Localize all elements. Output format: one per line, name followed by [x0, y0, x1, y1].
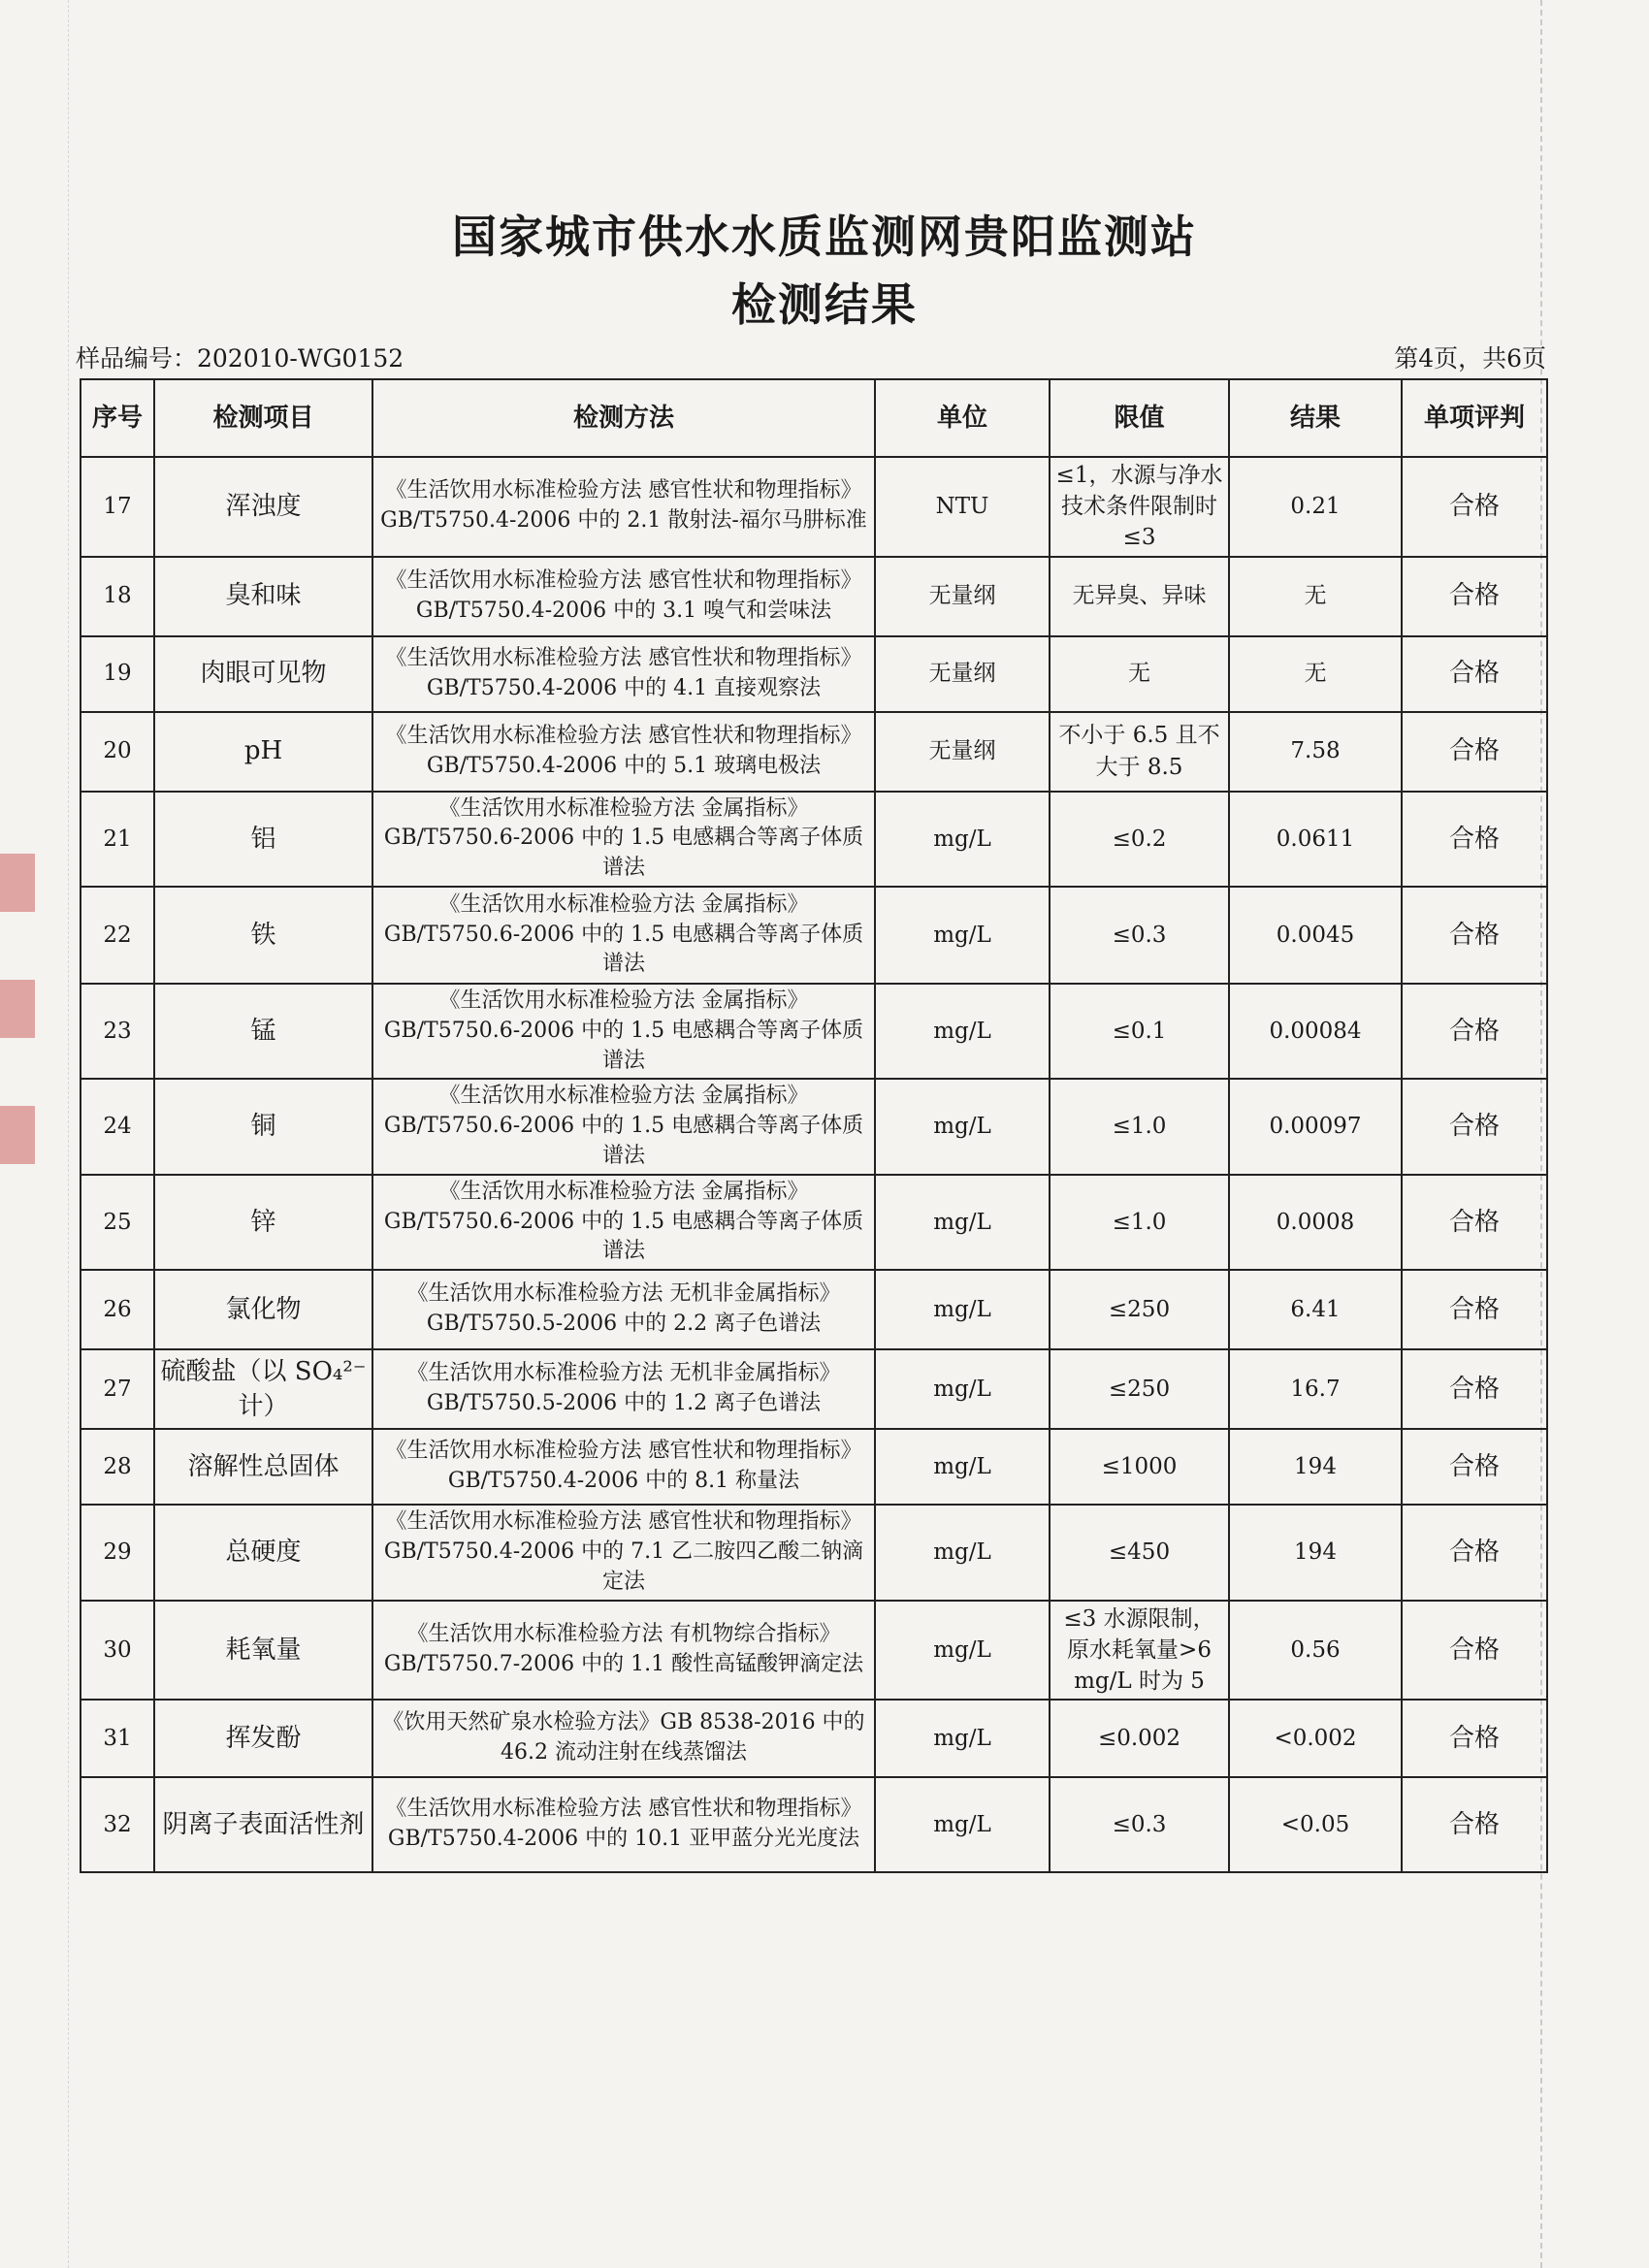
limit-cell: ≤0.3 — [1050, 887, 1229, 984]
test-item-cell: 硫酸盐（以 SO₄²⁻计） — [154, 1349, 372, 1429]
test-method-cell: 《生活饮用水标准检验方法 有机物综合指标》GB/T5750.7-2006 中的 1.1 酸性高锰酸钾滴定法 — [372, 1601, 875, 1701]
evaluation-cell: 合格 — [1402, 792, 1547, 887]
header-cell: 检测方法 — [372, 379, 875, 457]
test-item-cell: 总硬度 — [154, 1505, 372, 1600]
test-item-cell: 臭和味 — [154, 557, 372, 636]
table-row — [81, 1079, 1547, 1174]
limit-cell: 无 — [1050, 636, 1229, 712]
header-cell: 单项评判 — [1402, 379, 1547, 457]
table-header-row — [81, 379, 1547, 457]
page-edge-left — [68, 0, 69, 2268]
result-cell: 6.41 — [1229, 1270, 1402, 1349]
result-cell: 16.7 — [1229, 1349, 1402, 1429]
unit-cell: 无量纲 — [875, 557, 1050, 636]
header-cell: 限值 — [1050, 379, 1229, 457]
test-item-cell: 挥发酚 — [154, 1700, 372, 1777]
test-item-cell: pH — [154, 712, 372, 792]
row-number-cell: 21 — [81, 792, 154, 887]
unit-cell: mg/L — [875, 984, 1050, 1079]
evaluation-cell: 合格 — [1402, 887, 1547, 984]
evaluation-cell: 合格 — [1402, 984, 1547, 1079]
evaluation-cell: 合格 — [1402, 557, 1547, 636]
result-cell: 0.0611 — [1229, 792, 1402, 887]
row-number-cell: 26 — [81, 1270, 154, 1349]
unit-cell: mg/L — [875, 1270, 1050, 1349]
limit-cell: ≤0.3 — [1050, 1777, 1229, 1872]
test-item-cell: 锰 — [154, 984, 372, 1079]
evaluation-cell: 合格 — [1402, 1270, 1547, 1349]
result-cell: 194 — [1229, 1505, 1402, 1600]
test-method-cell: 《生活饮用水标准检验方法 感官性状和物理指标》 GB/T5750.4-2006 中的 7.1 乙二胺四乙酸二钠滴定法 — [372, 1505, 875, 1600]
test-method-cell: 《生活饮用水标准检验方法 感官性状和物理指标》GB/T5750.4-2006 中的 3.1 嗅气和尝味法 — [372, 557, 875, 636]
limit-cell: ≤0.002 — [1050, 1700, 1229, 1777]
limit-cell: ≤250 — [1050, 1270, 1229, 1349]
table-row — [81, 1429, 1547, 1505]
unit-cell: 无量纲 — [875, 636, 1050, 712]
table-body — [81, 457, 1547, 1872]
table-row — [81, 557, 1547, 636]
result-cell: 0.00097 — [1229, 1079, 1402, 1174]
test-method-cell: 《生活饮用水标准检验方法 无机非金属指标》GB/T5750.5-2006 中的 2.2 离子色谱法 — [372, 1270, 875, 1349]
table-row — [81, 1601, 1547, 1701]
test-item-cell: 阴离子表面活性剂 — [154, 1777, 372, 1872]
limit-cell: ≤450 — [1050, 1505, 1229, 1600]
evaluation-cell: 合格 — [1402, 457, 1547, 557]
report-title: 国家城市供水水质监测网贵阳监测站 — [452, 211, 1197, 263]
result-cell: 7.58 — [1229, 712, 1402, 792]
row-number-cell: 30 — [81, 1601, 154, 1701]
evaluation-cell: 合格 — [1402, 636, 1547, 712]
row-number-cell: 32 — [81, 1777, 154, 1872]
header-cell: 序号 — [81, 379, 154, 457]
table-row — [81, 1349, 1547, 1429]
evaluation-cell: 合格 — [1402, 1777, 1547, 1872]
limit-cell: ≤250 — [1050, 1349, 1229, 1429]
row-number-cell: 31 — [81, 1700, 154, 1777]
evaluation-cell: 合格 — [1402, 1700, 1547, 1777]
report-meta — [76, 340, 1546, 378]
result-cell: 无 — [1229, 636, 1402, 712]
test-method-cell: 《生活饮用水标准检验方法 无机非金属指标》GB/T5750.5-2006 中的 1.2 离子色谱法 — [372, 1349, 875, 1429]
table-row — [81, 984, 1547, 1079]
test-method-cell: 《生活饮用水标准检验方法 感官性状和物理指标》GB/T5750.4-2006 中的 10.1 亚甲蓝分光光度法 — [372, 1777, 875, 1872]
test-method-cell: 《生活饮用水标准检验方法 金属指标》GB/T5750.6-2006 中的 1.5 电感耦合等离子体质谱法 — [372, 792, 875, 887]
test-method-cell: 《生活饮用水标准检验方法 金属指标》GB/T5750.6-2006 中的 1.5 电感耦合等离子体质谱法 — [372, 887, 875, 984]
unit-cell: mg/L — [875, 1601, 1050, 1701]
evaluation-cell: 合格 — [1402, 1349, 1547, 1429]
limit-cell: ≤0.2 — [1050, 792, 1229, 887]
row-number-cell: 25 — [81, 1175, 154, 1270]
sample-number: 样品编号：202010-WG0152 — [76, 344, 404, 373]
row-number-cell: 20 — [81, 712, 154, 792]
test-item-cell: 肉眼可见物 — [154, 636, 372, 712]
test-item-cell: 铝 — [154, 792, 372, 887]
unit-cell: mg/L — [875, 1349, 1050, 1429]
unit-cell: NTU — [875, 457, 1050, 557]
evaluation-cell: 合格 — [1402, 1175, 1547, 1270]
row-number-cell: 23 — [81, 984, 154, 1079]
row-number-cell: 19 — [81, 636, 154, 712]
limit-cell: 不小于 6.5 且不大于 8.5 — [1050, 712, 1229, 792]
test-item-cell: 耗氧量 — [154, 1601, 372, 1701]
limit-cell: 无异臭、异味 — [1050, 557, 1229, 636]
result-cell: <0.002 — [1229, 1700, 1402, 1777]
limit-cell: ≤1.0 — [1050, 1175, 1229, 1270]
test-method-cell: 《生活饮用水标准检验方法 感官性状和物理指标》GB/T5750.4-2006 中的 4.1 直接观察法 — [372, 636, 875, 712]
row-number-cell: 28 — [81, 1429, 154, 1505]
row-number-cell: 24 — [81, 1079, 154, 1174]
test-item-cell: 铁 — [154, 887, 372, 984]
test-method-cell: 《生活饮用水标准检验方法 感官性状和物理指标》GB/T5750.4-2006 中的 2.1 散射法-福尔马肼标准 — [372, 457, 875, 557]
test-method-cell: 《生活饮用水标准检验方法 金属指标》GB/T5750.6-2006 中的 1.5 电感耦合等离子体质谱法 — [372, 1175, 875, 1270]
header-cell: 结果 — [1229, 379, 1402, 457]
table-row — [81, 1505, 1547, 1600]
table-row — [81, 712, 1547, 792]
result-cell: <0.05 — [1229, 1777, 1402, 1872]
evaluation-cell: 合格 — [1402, 1601, 1547, 1701]
header-cell: 检测项目 — [154, 379, 372, 457]
limit-cell: ≤1.0 — [1050, 1079, 1229, 1174]
test-method-cell: 《生活饮用水标准检验方法 金属指标》GB/T5750.6-2006 中的 1.5 电感耦合等离子体质谱法 — [372, 1079, 875, 1174]
limit-cell: ≤1000 — [1050, 1429, 1229, 1505]
table-row — [81, 1777, 1547, 1872]
table-row — [81, 792, 1547, 887]
test-item-cell: 溶解性总固体 — [154, 1429, 372, 1505]
row-number-cell: 22 — [81, 887, 154, 984]
row-number-cell: 27 — [81, 1349, 154, 1429]
unit-cell: mg/L — [875, 1429, 1050, 1505]
unit-cell: mg/L — [875, 1505, 1050, 1600]
evaluation-cell: 合格 — [1402, 712, 1547, 792]
test-item-cell: 铜 — [154, 1079, 372, 1174]
test-item-cell: 氯化物 — [154, 1270, 372, 1349]
test-item-cell: 锌 — [154, 1175, 372, 1270]
unit-cell: mg/L — [875, 1175, 1050, 1270]
report-subtitle: 检测结果 — [731, 278, 918, 331]
limit-cell: ≤0.1 — [1050, 984, 1229, 1079]
result-cell: 0.00084 — [1229, 984, 1402, 1079]
row-number-cell: 17 — [81, 457, 154, 557]
test-method-cell: 《生活饮用水标准检验方法 感官性状和物理指标》GB/T5750.4-2006 中的 5.1 玻璃电极法 — [372, 712, 875, 792]
evaluation-cell: 合格 — [1402, 1505, 1547, 1600]
header-cell: 单位 — [875, 379, 1050, 457]
unit-cell: mg/L — [875, 792, 1050, 887]
result-cell: 无 — [1229, 557, 1402, 636]
limit-cell: ≤3 水源限制，原水耗氧量>6 mg/L 时为 5 — [1050, 1601, 1229, 1701]
test-method-cell: 《生活饮用水标准检验方法 感官性状和物理指标》GB/T5750.4-2006 中的 8.1 称量法 — [372, 1429, 875, 1505]
limit-cell: ≤1，水源与净水技术条件限制时≤3 — [1050, 457, 1229, 557]
result-cell: 0.0045 — [1229, 887, 1402, 984]
table-row — [81, 887, 1547, 984]
evaluation-cell: 合格 — [1402, 1429, 1547, 1505]
table-row — [81, 1175, 1547, 1270]
evaluation-cell: 合格 — [1402, 1079, 1547, 1174]
unit-cell: mg/L — [875, 1777, 1050, 1872]
test-method-cell: 《生活饮用水标准检验方法 金属指标》GB/T5750.6-2006 中的 1.5 电感耦合等离子体质谱法 — [372, 984, 875, 1079]
table-row — [81, 1700, 1547, 1777]
result-cell: 194 — [1229, 1429, 1402, 1505]
result-cell: 0.56 — [1229, 1601, 1402, 1701]
result-cell: 0.21 — [1229, 457, 1402, 557]
table-row — [81, 457, 1547, 557]
unit-cell: 无量纲 — [875, 712, 1050, 792]
row-number-cell: 29 — [81, 1505, 154, 1600]
row-number-cell: 18 — [81, 557, 154, 636]
table-row — [81, 1270, 1547, 1349]
test-item-cell: 浑浊度 — [154, 457, 372, 557]
seal-stamp-marks — [0, 854, 35, 1203]
result-cell: 0.0008 — [1229, 1175, 1402, 1270]
unit-cell: mg/L — [875, 1079, 1050, 1174]
test-method-cell: 《饮用天然矿泉水检验方法》GB 8538-2016 中的 46.2 流动注射在线蒸馏法 — [372, 1700, 875, 1777]
unit-cell: mg/L — [875, 887, 1050, 984]
table-row — [81, 636, 1547, 712]
unit-cell: mg/L — [875, 1700, 1050, 1777]
results-table — [80, 378, 1548, 1873]
page-info: 第4页，共6页 — [1394, 344, 1546, 373]
